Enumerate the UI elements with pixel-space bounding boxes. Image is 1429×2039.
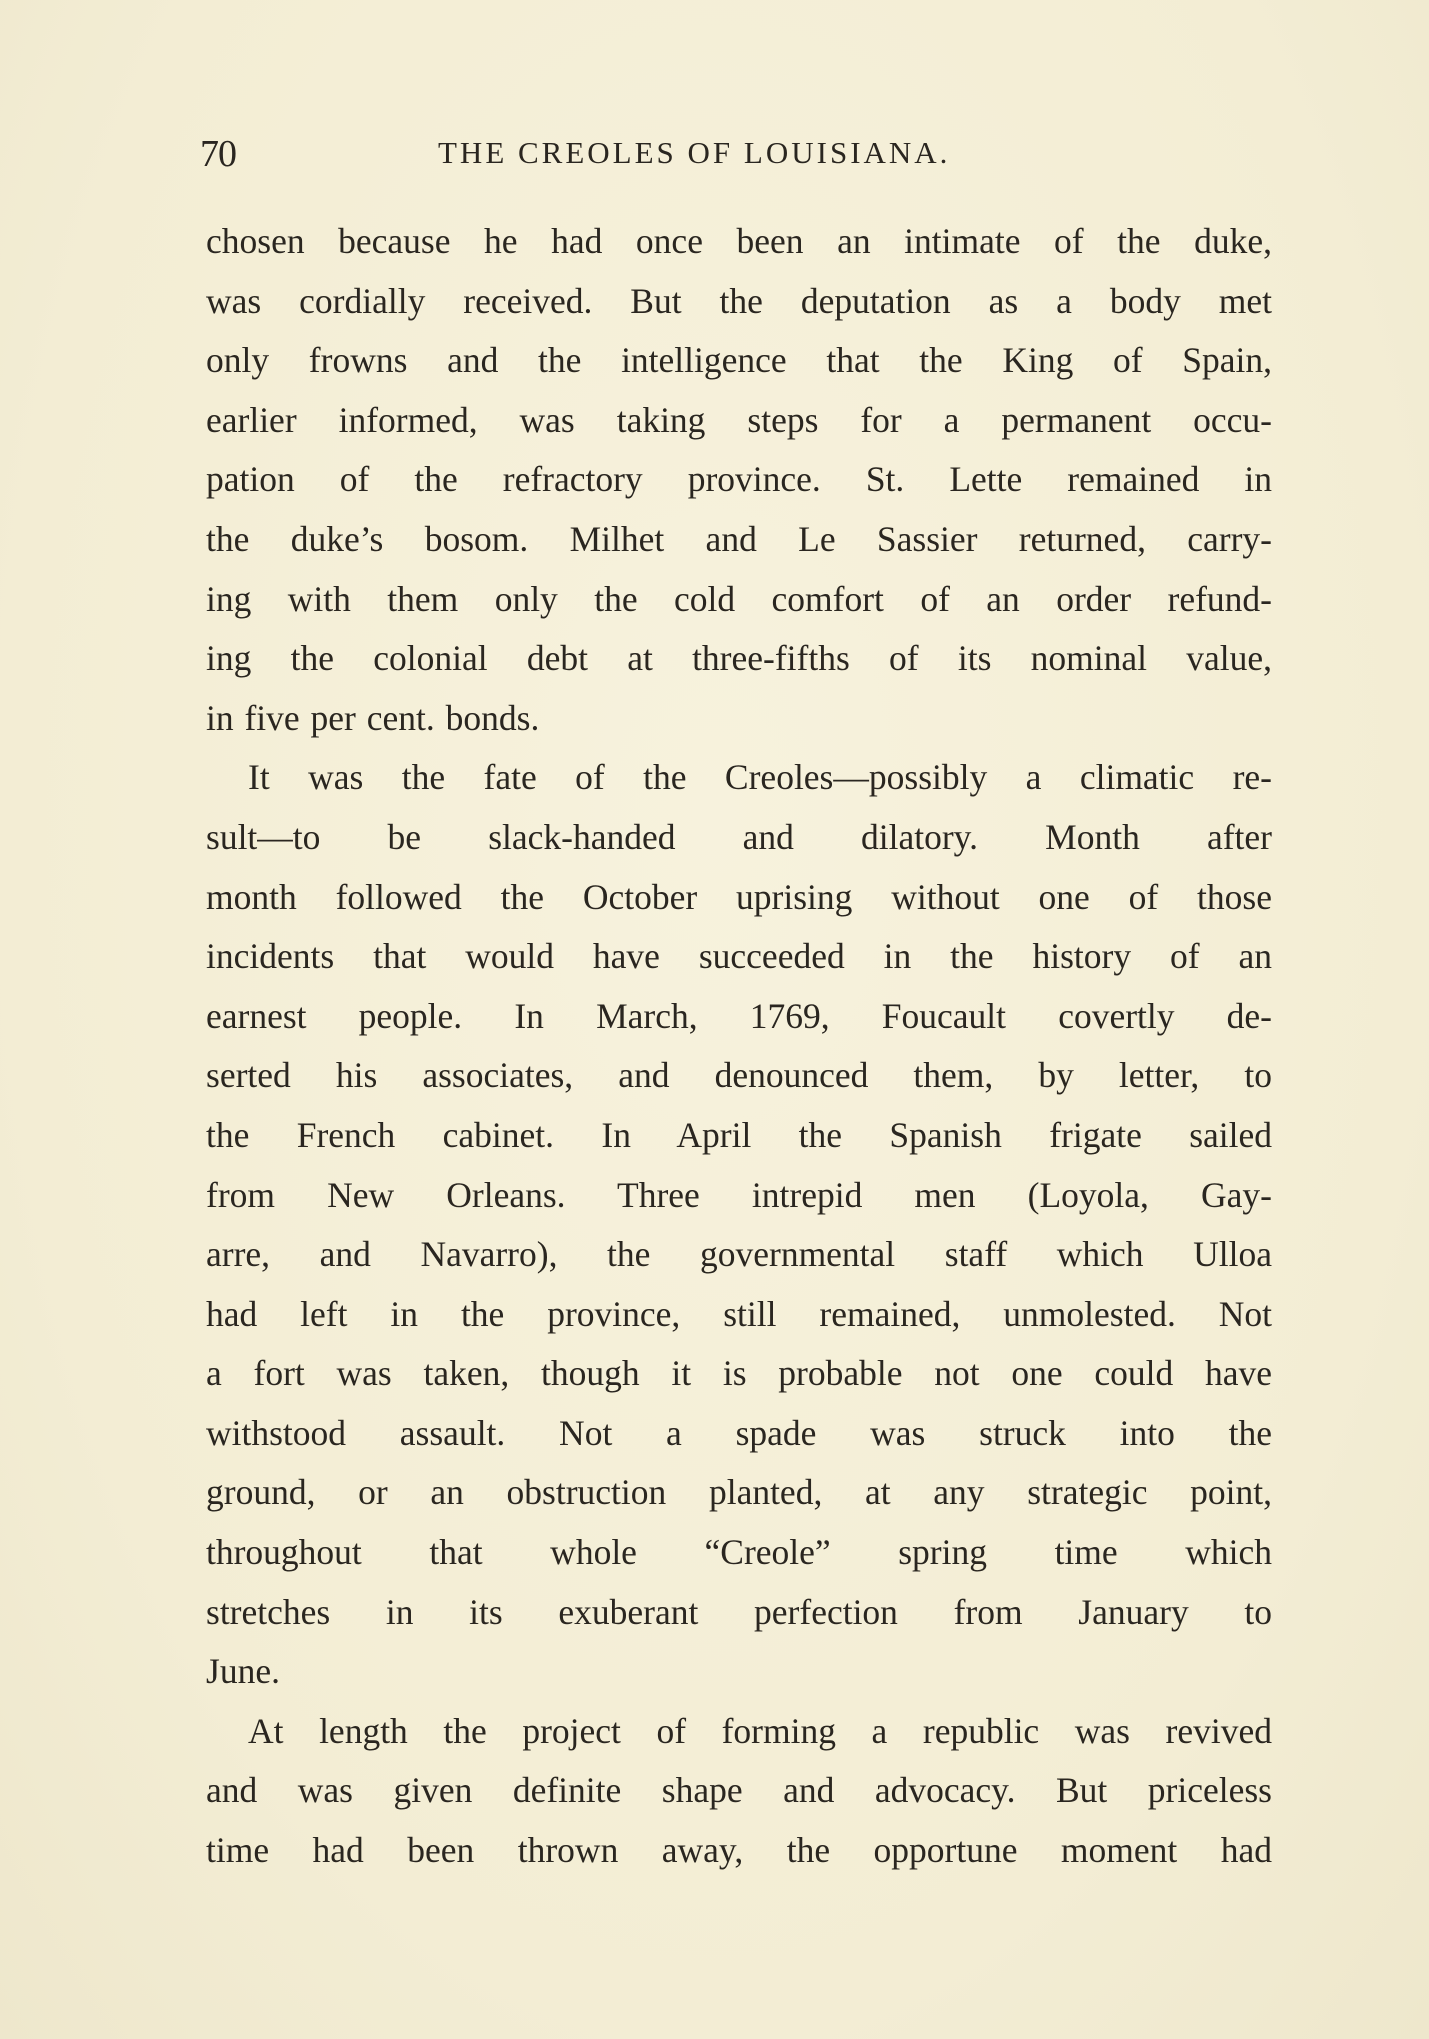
text-line: withstood assault. Not a spade was struck into the xyxy=(206,1412,1272,1453)
page-number: 70 xyxy=(200,133,236,175)
text-line: month followed the October uprising without one of those xyxy=(206,876,1272,917)
text-line: throughout that whole “Creole” spring time which xyxy=(206,1532,1272,1573)
paragraph-2 xyxy=(206,748,1272,1702)
text-line: time had been thrown away, the opportune moment had xyxy=(206,1830,1272,1871)
text-line: At length the project of forming a republic was revived xyxy=(248,1710,1272,1751)
text-line: pation of the refractory province. St. Lette remained in xyxy=(206,459,1272,500)
text-line: and was given definite shape and advocacy. But priceless xyxy=(206,1770,1272,1811)
text-line: stretches in its exuberant perfection from January to xyxy=(206,1591,1272,1632)
text-line: serted his associates, and denounced them, by letter, to xyxy=(206,1055,1272,1096)
text-line: the duke’s bosom. Milhet and Le Sassier returned, carry- xyxy=(206,518,1272,559)
running-head: THE CREOLES OF LOUISIANA. xyxy=(438,135,951,170)
text-line: was cordially received. But the deputation as a body met xyxy=(206,280,1272,321)
text-line: It was the fate of the Creoles—possibly a climatic re- xyxy=(248,757,1272,798)
paragraph-1 xyxy=(206,212,1272,748)
text-line: a fort was taken, though it is probable not one could have xyxy=(206,1353,1272,1394)
text-line: June. xyxy=(206,1651,280,1692)
text-line: had left in the province, still remained, unmolested. Not xyxy=(206,1293,1272,1334)
page-header xyxy=(200,132,1270,192)
text-line: only frowns and the intelligence that the King of Spain, xyxy=(206,340,1272,381)
text-line: the French cabinet. In April the Spanish frigate sailed xyxy=(206,1114,1272,1155)
text-line: earlier informed, was taking steps for a permanent occu- xyxy=(206,399,1272,440)
text-line: ground, or an obstruction planted, at any strategic point, xyxy=(206,1472,1272,1513)
text-line: incidents that would have succeeded in the history of an xyxy=(206,936,1272,977)
text-line: earnest people. In March, 1769, Foucault covertly de- xyxy=(206,995,1272,1036)
text-line: arre, and Navarro), the governmental staff which Ulloa xyxy=(206,1234,1272,1275)
paragraph-3 xyxy=(206,1702,1272,1881)
text-line: ing with them only the cold comfort of an order refund- xyxy=(206,578,1272,619)
text-line: sult—to be slack-handed and dilatory. Month after xyxy=(206,816,1272,857)
text-line: in five per cent. bonds. xyxy=(206,697,540,738)
text-line: ing the colonial debt at three-fifths of its nominal value, xyxy=(206,638,1272,679)
text-line: from New Orleans. Three intrepid men (Loyola, Gay- xyxy=(206,1174,1272,1215)
body-text xyxy=(206,212,1272,1881)
text-line: chosen because he had once been an intimate of the duke, xyxy=(206,221,1272,261)
